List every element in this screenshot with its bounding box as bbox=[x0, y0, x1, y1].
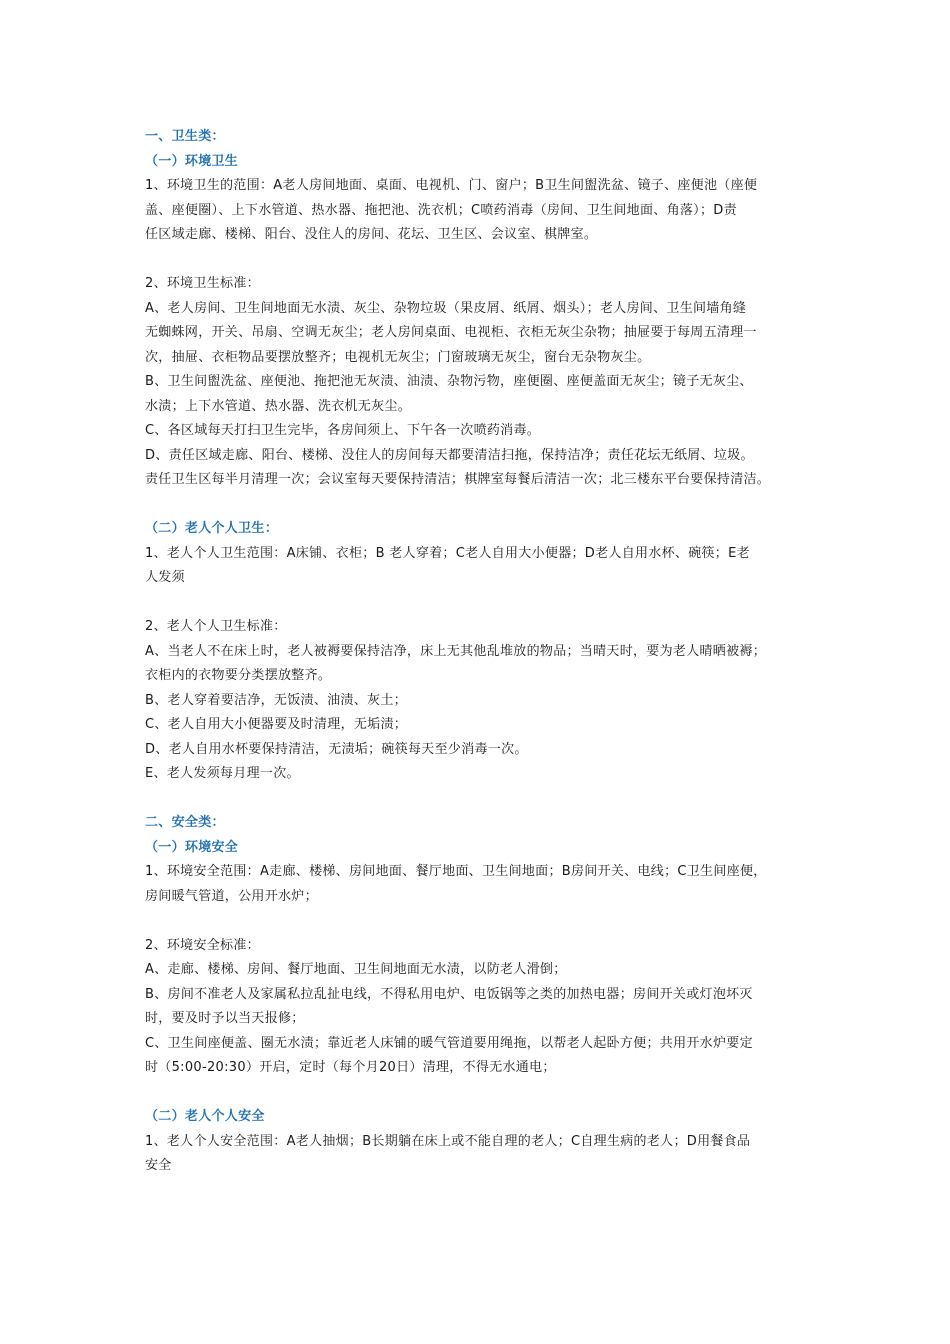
document-body bbox=[145, 125, 825, 1179]
paragraph-line: 时（5:00-20:30）开启，定时（每个月20日）清理，不得无水通电； bbox=[145, 1060, 556, 1075]
paragraph bbox=[145, 174, 825, 248]
paragraph-line: 1、老人个人安全范围：A老人抽烟；B长期躺在床上或不能自理的老人；C自理生病的老人；D用餐食品 bbox=[145, 1133, 751, 1149]
paragraph-line: E、老人发须每月理一次。 bbox=[145, 766, 300, 781]
paragraph bbox=[145, 640, 825, 689]
paragraph-line: 无蜘蛛网，开关、吊扇、空调无灰尘；老人房间桌面、电视柜、衣柜无灰尘杂物；抽屉要于每周五清理一 bbox=[145, 325, 757, 340]
blank-line bbox=[145, 787, 825, 812]
paragraph-line: A、老人房间、卫生间地面无水渍、灰尘、杂物垃圾（果皮屑、纸屑、烟头）；老人房间、卫生间墙角缝 bbox=[145, 300, 747, 316]
section-heading: 一、卫生类： bbox=[145, 129, 225, 144]
blank-line bbox=[145, 591, 825, 616]
paragraph bbox=[145, 419, 825, 444]
paragraph bbox=[145, 444, 825, 493]
paragraph-line: 盖、座便圈）、上下水管道、热水器、拖把池、洗衣机；C喷药消毒（房间、卫生间地面、角落）；D责 bbox=[145, 202, 737, 218]
paragraph bbox=[145, 860, 825, 909]
blank-line bbox=[145, 1081, 825, 1106]
subsection-heading: （二）老人个人安全 bbox=[145, 1109, 265, 1124]
section-heading: 二、安全类： bbox=[145, 815, 225, 830]
paragraph bbox=[145, 713, 825, 738]
blank-line bbox=[145, 909, 825, 934]
paragraph bbox=[145, 615, 825, 640]
paragraph-line: C、老人自用大小便器要及时清理，无垢渍； bbox=[145, 717, 408, 732]
paragraph-line: B、房间不准老人及家属私拉乱扯电线，不得私用电炉、电饭锅等之类的加热电器；房间开关或灯泡坏灭 bbox=[145, 986, 753, 1002]
paragraph-line: 责任卫生区每半月清理一次；会议室每天要保持清洁；棋牌室每餐后清洁一次；北三楼东平台要保持清洁。 bbox=[145, 472, 771, 487]
paragraph-line: 安全 bbox=[145, 1158, 172, 1173]
paragraph bbox=[145, 272, 825, 297]
paragraph bbox=[145, 934, 825, 959]
paragraph-line: 水渍；上下水管道、热水器、洗衣机无灰尘。 bbox=[145, 398, 412, 414]
paragraph-line: 任区域走廊、楼梯、阳台、没住人的房间、花坛、卫生区、会议室、棋牌室。 bbox=[145, 227, 598, 242]
paragraph bbox=[145, 958, 825, 983]
paragraph bbox=[145, 738, 825, 763]
paragraph-line: 时，要及时予以当天报修； bbox=[145, 1011, 305, 1026]
subsection-heading: （一）环境卫生 bbox=[145, 153, 239, 169]
paragraph bbox=[145, 1130, 825, 1179]
paragraph-line: 房间暖气管道，公用开水炉； bbox=[145, 888, 318, 904]
paragraph-line: 2、老人个人卫生标准： bbox=[145, 619, 287, 634]
paragraph-line: C、各区域每天打扫卫生完毕，各房间须上、下午各一次喷药消毒。 bbox=[145, 423, 541, 438]
paragraph-line: A、当老人不在床上时，老人被褥要保持洁净，床上无其他乱堆放的物品；当晴天时，要为老人晴晒被褥； bbox=[145, 643, 766, 659]
subsection-heading: （二）老人个人卫生： bbox=[145, 521, 279, 536]
paragraph-line: D、老人自用水杯要保持清洁，无渍垢；碗筷每天至少消毒一次。 bbox=[145, 741, 528, 757]
paragraph bbox=[145, 1032, 825, 1081]
subsection-heading: （一）环境安全 bbox=[145, 839, 239, 855]
paragraph-line: 次，抽屉、衣柜物品要摆放整齐；电视机无灰尘；门窗玻璃无灰尘，窗台无杂物灰尘。 bbox=[145, 349, 651, 365]
paragraph-line: B、老人穿着要洁净，无饭渍、油渍、灰土； bbox=[145, 692, 407, 708]
paragraph-line: 2、环境安全标准： bbox=[145, 937, 260, 953]
paragraph-line: 1、环境卫生的范围：A老人房间地面、桌面、电视机、门、窗户；B卫生间盥洗盆、镜子、座便池（座便 bbox=[145, 178, 758, 193]
blank-line bbox=[145, 493, 825, 518]
paragraph bbox=[145, 983, 825, 1032]
paragraph-line: 1、老人个人卫生范围：A床铺、衣柜；B 老人穿着；C老人自用大小便器；D老人自用水杯、碗筷；E老 bbox=[145, 545, 750, 561]
paragraph bbox=[145, 542, 825, 591]
paragraph-line: 衣柜内的衣物要分类摆放整齐。 bbox=[145, 668, 332, 683]
paragraph-line: 2、环境卫生标准： bbox=[145, 276, 260, 291]
paragraph-line: 人发须 bbox=[145, 570, 185, 585]
paragraph bbox=[145, 762, 825, 787]
paragraph bbox=[145, 370, 825, 419]
blank-line bbox=[145, 248, 825, 273]
paragraph-line: B、卫生间盥洗盆、座便池、拖把池无灰渍、油渍、杂物污物，座便圈、座便盖面无灰尘；镜子无灰尘、 bbox=[145, 374, 753, 389]
paragraph bbox=[145, 689, 825, 714]
paragraph-line: A、走廊、楼梯、房间、餐厅地面、卫生间地面无水渍，以防老人滑倒； bbox=[145, 962, 567, 977]
paragraph-line: D、责任区域走廊、阳台、楼梯、没住人的房间每天都要清洁扫拖，保持洁净；责任花坛无纸屑、垃圾。 bbox=[145, 447, 754, 463]
paragraph-line: 1、环境安全范围：A走廊、楼梯、房间地面、餐厅地面、卫生间地面；B房间开关、电线；C卫生间座便， bbox=[145, 864, 767, 879]
paragraph bbox=[145, 297, 825, 371]
paragraph-line: C、卫生间座便盖、圈无水渍；靠近老人床铺的暖气管道要用绳拖，以帮老人起卧方便；共用开水炉要定 bbox=[145, 1035, 753, 1051]
